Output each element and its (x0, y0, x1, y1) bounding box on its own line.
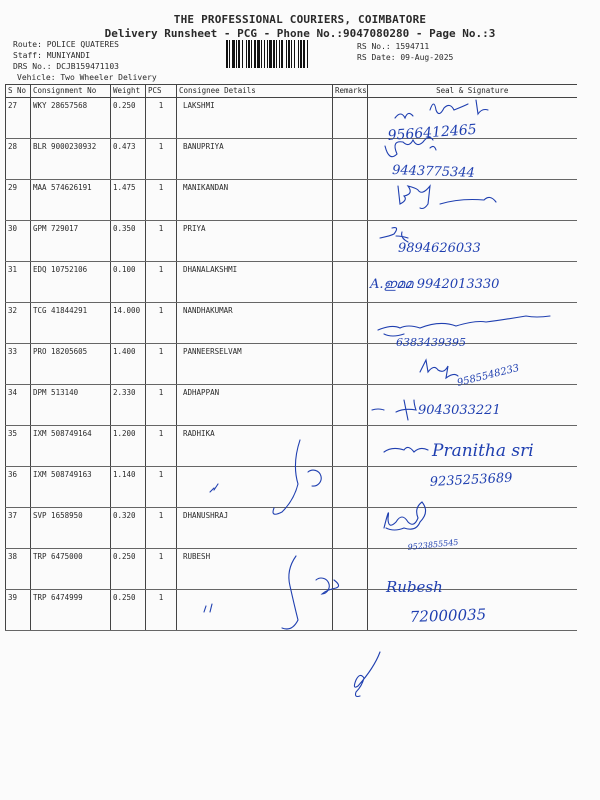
cell-remarks (333, 590, 368, 631)
barcode-bar (281, 40, 283, 68)
cell-pcs: 1 (146, 385, 177, 426)
cell-pcs: 1 (146, 221, 177, 262)
phone-note-30: 9894626033 (398, 241, 481, 256)
cell-signature (368, 98, 577, 139)
col-header-weight: Weight (111, 85, 146, 98)
cell-signature (368, 590, 577, 631)
cell-consignee: ADHAPPAN (177, 385, 333, 426)
cell-pcs: 1 (146, 508, 177, 549)
cell-signature (368, 344, 577, 385)
cell-sno: 33 (6, 344, 31, 385)
cell-signature (368, 549, 577, 590)
barcode-bar (291, 40, 292, 68)
table-row (6, 549, 577, 590)
cell-consignment: WKY 28657568 (31, 98, 111, 139)
barcode-bar (264, 40, 265, 68)
phone-note-32: 6383439395 (396, 336, 466, 349)
cell-consignee: DHANUSHRAJ (177, 508, 333, 549)
phone-note-34: 9043033221 (418, 403, 501, 418)
cell-remarks (333, 139, 368, 180)
barcode-bar (279, 40, 280, 68)
cell-consignee: RADHIKA (177, 426, 333, 467)
col-header-consignment: Consignment No (31, 85, 111, 98)
table-row (6, 508, 577, 549)
cell-consignee: NANDHAKUMAR (177, 303, 333, 344)
barcode-bar (303, 40, 305, 68)
cell-consignment: MAA 574626191 (31, 180, 111, 221)
staff-label: Staff: MUNIYANDI (13, 51, 91, 60)
cell-remarks (333, 344, 368, 385)
cell-consignee: PANNEERSELVAM (177, 344, 333, 385)
cell-signature (368, 139, 577, 180)
cell-weight: 0.350 (111, 221, 146, 262)
cell-pcs: 1 (146, 180, 177, 221)
col-header-pcs: PCS (146, 85, 177, 98)
drs-label: DRS No.: DCJB159471103 (13, 62, 119, 71)
phone-note-27: 9566412465 (387, 121, 478, 144)
cell-consignee: LAKSHMI (177, 98, 333, 139)
cell-weight: 0.250 (111, 98, 146, 139)
cell-consignee (177, 467, 333, 508)
cell-consignee: MANIKANDAN (177, 180, 333, 221)
rs-date: RS Date: 09-Aug-2025 (357, 53, 454, 62)
barcode-bar (248, 40, 250, 68)
barcode-bar (226, 40, 228, 68)
col-header-remarks: Remarks (333, 85, 368, 98)
cell-remarks (333, 303, 368, 344)
phone-note-36: 9235253689 (429, 470, 513, 490)
cell-signature (368, 508, 577, 549)
route-label: Route: POLICE QUATERES (13, 40, 119, 49)
cell-sno: 34 (6, 385, 31, 426)
runsheet-table (5, 84, 577, 631)
barcode-bar (246, 40, 247, 68)
cell-weight: 0.250 (111, 590, 146, 631)
cell-consignment: DPM 513140 (31, 385, 111, 426)
barcode-bar (232, 40, 235, 68)
barcode-bar (286, 40, 287, 68)
cell-consignee: PRIYA (177, 221, 333, 262)
cell-remarks (333, 467, 368, 508)
barcode-bar (254, 40, 256, 68)
cell-pcs: 1 (146, 98, 177, 139)
cell-weight: 1.400 (111, 344, 146, 385)
cell-sno: 36 (6, 467, 31, 508)
cell-consignee: RUBESH (177, 549, 333, 590)
barcode-bar (273, 40, 275, 68)
table-row (6, 385, 577, 426)
cell-weight: 1.475 (111, 180, 146, 221)
cell-sno: 27 (6, 98, 31, 139)
cell-weight: 0.320 (111, 508, 146, 549)
cell-remarks (333, 385, 368, 426)
cell-pcs: 1 (146, 139, 177, 180)
barcode-bar (242, 40, 243, 68)
cell-remarks (333, 426, 368, 467)
table-row (6, 426, 577, 467)
col-header-sno: S No (6, 85, 31, 98)
cell-sno: 38 (6, 549, 31, 590)
table-row (6, 180, 577, 221)
cell-remarks (333, 221, 368, 262)
cell-pcs: 1 (146, 549, 177, 590)
cell-remarks (333, 262, 368, 303)
col-header-consignee: Consignee Details (177, 85, 333, 98)
cell-sno: 29 (6, 180, 31, 221)
cell-consignment: TRP 6475000 (31, 549, 111, 590)
cell-weight: 1.140 (111, 467, 146, 508)
rs-number: RS No.: 1594711 (357, 42, 430, 51)
document-title: THE PROFESSIONAL COURIERS, COIMBATORE (173, 13, 427, 26)
cell-pcs: 1 (146, 590, 177, 631)
cell-sno: 39 (6, 590, 31, 631)
barcode-bar (276, 40, 277, 68)
phone-note-33: 9585548233 (456, 362, 521, 389)
cell-signature (368, 385, 577, 426)
cell-remarks (333, 180, 368, 221)
barcode (226, 40, 350, 68)
cell-signature (368, 467, 577, 508)
cell-weight: 14.000 (111, 303, 146, 344)
cell-pcs: 1 (146, 303, 177, 344)
document-subtitle: Delivery Runsheet - PCG - Phone No.:9047080280 - Page No.:3 (104, 27, 496, 40)
cell-sno: 30 (6, 221, 31, 262)
barcode-bar (257, 40, 260, 68)
barcode-bar (261, 40, 262, 68)
phone-note-28: 9443775344 (391, 163, 476, 181)
cell-weight: 1.200 (111, 426, 146, 467)
cell-sno: 37 (6, 508, 31, 549)
cell-pcs: 1 (146, 344, 177, 385)
table-row (6, 467, 577, 508)
table-header-row (6, 85, 577, 98)
cell-consignment: BLR 9000230932 (31, 139, 111, 180)
cell-consignment: GPM 729017 (31, 221, 111, 262)
barcode-bar (238, 40, 240, 68)
table-row (6, 98, 577, 139)
cell-sno: 28 (6, 139, 31, 180)
table-row (6, 303, 577, 344)
barcode-bar (236, 40, 237, 68)
cell-signature (368, 426, 577, 467)
cell-pcs: 1 (146, 262, 177, 303)
cell-consignment: EDQ 10752106 (31, 262, 111, 303)
cell-signature (368, 221, 577, 262)
name-note-38: Rubesh (386, 578, 443, 596)
cell-consignment: PRO 18205605 (31, 344, 111, 385)
barcode-bar (294, 40, 295, 68)
cell-consignee: DHANALAKSHMI (177, 262, 333, 303)
table-row (6, 262, 577, 303)
cell-consignment: TCG 41844291 (31, 303, 111, 344)
cell-consignment: TRP 6474999 (31, 590, 111, 631)
barcode-bar (307, 40, 308, 68)
table-row (6, 139, 577, 180)
cell-remarks (333, 98, 368, 139)
cell-signature (368, 303, 577, 344)
signature-scribble-footer (354, 652, 380, 697)
barcode-bar (251, 40, 252, 68)
name-note-35: Pranitha sri (432, 441, 534, 461)
cell-weight: 0.100 (111, 262, 146, 303)
cell-consignee (177, 590, 333, 631)
cell-sno: 31 (6, 262, 31, 303)
cell-weight: 0.473 (111, 139, 146, 180)
cell-weight: 0.250 (111, 549, 146, 590)
cell-consignment: IXM 508749163 (31, 467, 111, 508)
table-row (6, 344, 577, 385)
phone-note-37: 9523855545 (407, 537, 459, 552)
barcode-bar (300, 40, 302, 68)
barcode-bar (288, 40, 290, 68)
barcode-bar (298, 40, 299, 68)
table-row (6, 590, 577, 631)
phone-note-39: 72000035 (409, 605, 487, 626)
cell-signature (368, 262, 577, 303)
cell-consignment: SVP 1658950 (31, 508, 111, 549)
cell-pcs: 1 (146, 467, 177, 508)
barcode-bar (269, 40, 272, 68)
cell-sno: 32 (6, 303, 31, 344)
table-row (6, 221, 577, 262)
cell-remarks (333, 508, 368, 549)
vehicle-label: Vehicle: Two Wheeler Delivery (17, 73, 157, 82)
cell-signature (368, 180, 577, 221)
cell-remarks (333, 549, 368, 590)
cell-weight: 2.330 (111, 385, 146, 426)
barcode-bar (229, 40, 230, 68)
barcode-bar (267, 40, 268, 68)
col-header-signature: Seal & Signature (368, 85, 577, 98)
cell-consignment: IXM 508749164 (31, 426, 111, 467)
cell-consignee: BANUPRIYA (177, 139, 333, 180)
phone-note-31: A.ഇമമ 9942013330 (370, 277, 500, 292)
cell-pcs: 1 (146, 426, 177, 467)
cell-sno: 35 (6, 426, 31, 467)
